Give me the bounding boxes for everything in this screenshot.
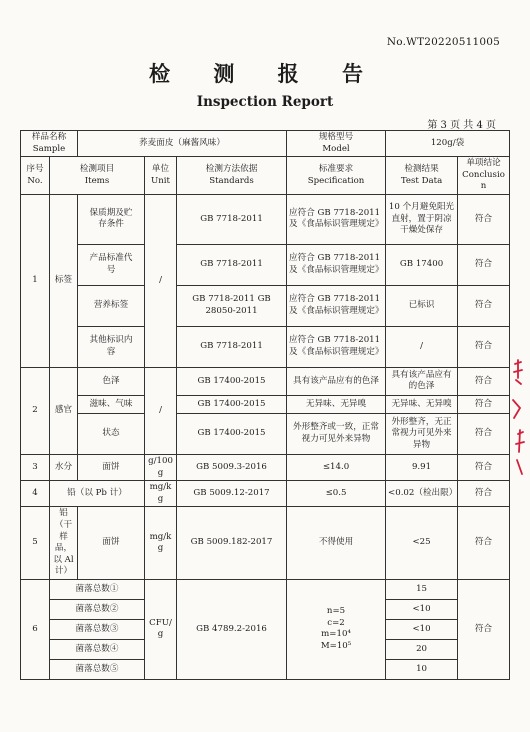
table-row bbox=[21, 194, 510, 244]
result-cell: <0.02（检出限） bbox=[386, 481, 458, 507]
group-number: 2 bbox=[21, 367, 50, 454]
method-cell: GB 17400-2015 bbox=[177, 367, 287, 395]
group-number: 4 bbox=[21, 481, 50, 507]
method-cell: GB 7718-2011 bbox=[177, 244, 287, 285]
spec-cell: ≤0.5 bbox=[287, 481, 386, 507]
item-name: 面饼 bbox=[78, 454, 145, 480]
spec-cell: 应符合 GB 7718-2011 及《食品标识管理规定》 bbox=[287, 244, 386, 285]
handwritten-stroke bbox=[513, 400, 520, 418]
item-name: 菌落总数④ bbox=[50, 639, 145, 659]
report-title-cn: 检 测 报 告 bbox=[149, 61, 381, 86]
conclusion-cell: 符合 bbox=[458, 579, 510, 679]
conclusion-cell: 符合 bbox=[458, 481, 510, 507]
result-cell: 外形整齐，无正常视力可见外来异物 bbox=[386, 413, 458, 454]
table-row bbox=[21, 367, 510, 395]
header-item: 检测项目 Items bbox=[50, 157, 145, 195]
item-name: 滋味、气味 bbox=[78, 395, 145, 413]
result-cell: <10 bbox=[386, 599, 458, 619]
unit-cell: CFU/g bbox=[145, 579, 177, 679]
sample-row bbox=[21, 131, 510, 157]
result-cell: <10 bbox=[386, 619, 458, 639]
model-value: 120g/袋 bbox=[386, 131, 510, 157]
unit-cell: / bbox=[145, 367, 177, 454]
unit-cell: mg/kg bbox=[145, 507, 177, 580]
method-cell: GB 7718-2011 bbox=[177, 326, 287, 367]
model-label: 规格型号 Model bbox=[287, 131, 386, 157]
unit-cell: mg/kg bbox=[145, 481, 177, 507]
handwritten-marks bbox=[509, 356, 529, 476]
result-cell: 具有该产品应有的色泽 bbox=[386, 367, 458, 395]
spec-line: n=5 bbox=[326, 606, 346, 617]
handwritten-stroke bbox=[517, 460, 522, 474]
spec-cell: 具有该产品应有的色泽 bbox=[287, 367, 386, 395]
table-row bbox=[21, 454, 510, 480]
group-number: 6 bbox=[21, 579, 50, 679]
spec-cell: 外形整齐或一致，正常视力可见外来异物 bbox=[287, 413, 386, 454]
item-name: 其他标识内容 bbox=[78, 326, 145, 367]
result-cell: 9.91 bbox=[386, 454, 458, 480]
header-unit: 单位 Unit bbox=[145, 157, 177, 195]
header-spec: 标准要求 Specification bbox=[287, 157, 386, 195]
item-name: 面饼 bbox=[78, 507, 145, 580]
method-cell: GB 5009.12-2017 bbox=[177, 481, 287, 507]
table-row bbox=[21, 285, 510, 326]
method-cell: GB 5009.3-2016 bbox=[177, 454, 287, 480]
spec-cell: 无异味、无异嗅 bbox=[287, 395, 386, 413]
report-title-en: Inspection Report bbox=[196, 94, 334, 110]
item-name: 保质期及贮存条件 bbox=[78, 194, 145, 244]
conclusion-cell: 符合 bbox=[458, 194, 510, 244]
sample-label: 样品名称 Sample bbox=[21, 131, 78, 157]
conclusion-cell: 符合 bbox=[458, 244, 510, 285]
result-cell: 10 bbox=[386, 659, 458, 679]
conclusion-cell: 符合 bbox=[458, 413, 510, 454]
header-result: 检测结果 Test Data bbox=[386, 157, 458, 195]
spec-line: c=2 bbox=[327, 617, 345, 628]
result-cell: 10 个月避免阳光直射，置于阴凉干燥处保存 bbox=[386, 194, 458, 244]
inspection-table bbox=[20, 130, 510, 680]
method-cell: GB 7718-2011 GB 28050-2011 bbox=[177, 285, 287, 326]
group-category: 标签 bbox=[50, 194, 78, 367]
group-number: 3 bbox=[21, 454, 50, 480]
spec-cell: 不得使用 bbox=[287, 507, 386, 580]
spec-cell bbox=[287, 579, 386, 679]
item-name: 菌落总数⑤ bbox=[50, 659, 145, 679]
header-row bbox=[21, 157, 510, 195]
conclusion-cell: 符合 bbox=[458, 367, 510, 395]
result-cell: 无异味、无异嗅 bbox=[386, 395, 458, 413]
header-seq: 序号 No. bbox=[21, 157, 50, 195]
group-category: 铝（干样品，以 Al 计） bbox=[50, 507, 78, 580]
unit-cell: / bbox=[145, 194, 177, 367]
item-name: 菌落总数② bbox=[50, 599, 145, 619]
result-cell: GB 17400 bbox=[386, 244, 458, 285]
table-row bbox=[21, 244, 510, 285]
spec-cell: 应符合 GB 7718-2011 及《食品标识管理规定》 bbox=[287, 326, 386, 367]
group-number: 1 bbox=[21, 194, 50, 367]
table-row bbox=[21, 326, 510, 367]
item-name: 状态 bbox=[78, 413, 145, 454]
conclusion-cell: 符合 bbox=[458, 507, 510, 580]
table-row bbox=[21, 413, 510, 454]
method-cell: GB 17400-2015 bbox=[177, 395, 287, 413]
handwritten-stroke bbox=[516, 430, 524, 452]
method-cell: GB 5009.182-2017 bbox=[177, 507, 287, 580]
item-name: 菌落总数① bbox=[50, 579, 145, 599]
method-cell: GB 7718-2011 bbox=[177, 194, 287, 244]
result-cell: / bbox=[386, 326, 458, 367]
table-row bbox=[21, 395, 510, 413]
unit-cell: g/100g bbox=[145, 454, 177, 480]
group-category: 感官 bbox=[50, 367, 78, 454]
spec-cell: 应符合 GB 7718-2011 及《食品标识管理规定》 bbox=[287, 194, 386, 244]
table-row bbox=[21, 481, 510, 507]
item-name: 铅（以 Pb 计） bbox=[50, 481, 145, 507]
conclusion-cell: 符合 bbox=[458, 395, 510, 413]
handwritten-stroke bbox=[514, 360, 522, 384]
result-cell: 15 bbox=[386, 579, 458, 599]
method-cell: GB 17400-2015 bbox=[177, 413, 287, 454]
spec-line: m=10⁴ bbox=[321, 629, 351, 640]
table-row bbox=[21, 579, 510, 599]
method-cell: GB 4789.2-2016 bbox=[177, 579, 287, 679]
item-name: 产品标准代号 bbox=[78, 244, 145, 285]
result-cell: 已标识 bbox=[386, 285, 458, 326]
result-cell: 20 bbox=[386, 639, 458, 659]
sample-name: 荞麦面皮（麻酱风味） bbox=[78, 131, 287, 157]
spec-cell: 应符合 GB 7718-2011 及《食品标识管理规定》 bbox=[287, 285, 386, 326]
spec-cell: ≤14.0 bbox=[287, 454, 386, 480]
group-category: 水分 bbox=[50, 454, 78, 480]
report-number: No.WT20220511005 bbox=[386, 36, 500, 48]
item-name: 营养标签 bbox=[78, 285, 145, 326]
item-name: 菌落总数③ bbox=[50, 619, 145, 639]
header-method: 检测方法依据 Standards bbox=[177, 157, 287, 195]
spec-line: M=10⁵ bbox=[320, 641, 352, 651]
group-number: 5 bbox=[21, 507, 50, 580]
conclusion-cell: 符合 bbox=[458, 454, 510, 480]
header-conclusion: 单项结论 Conclusion bbox=[458, 157, 510, 195]
item-name: 色泽 bbox=[78, 367, 145, 395]
result-cell: <25 bbox=[386, 507, 458, 580]
conclusion-cell: 符合 bbox=[458, 285, 510, 326]
table-row bbox=[21, 507, 510, 580]
conclusion-cell: 符合 bbox=[458, 326, 510, 367]
page-indicator: 第 3 页 共 4 页 bbox=[427, 120, 496, 131]
